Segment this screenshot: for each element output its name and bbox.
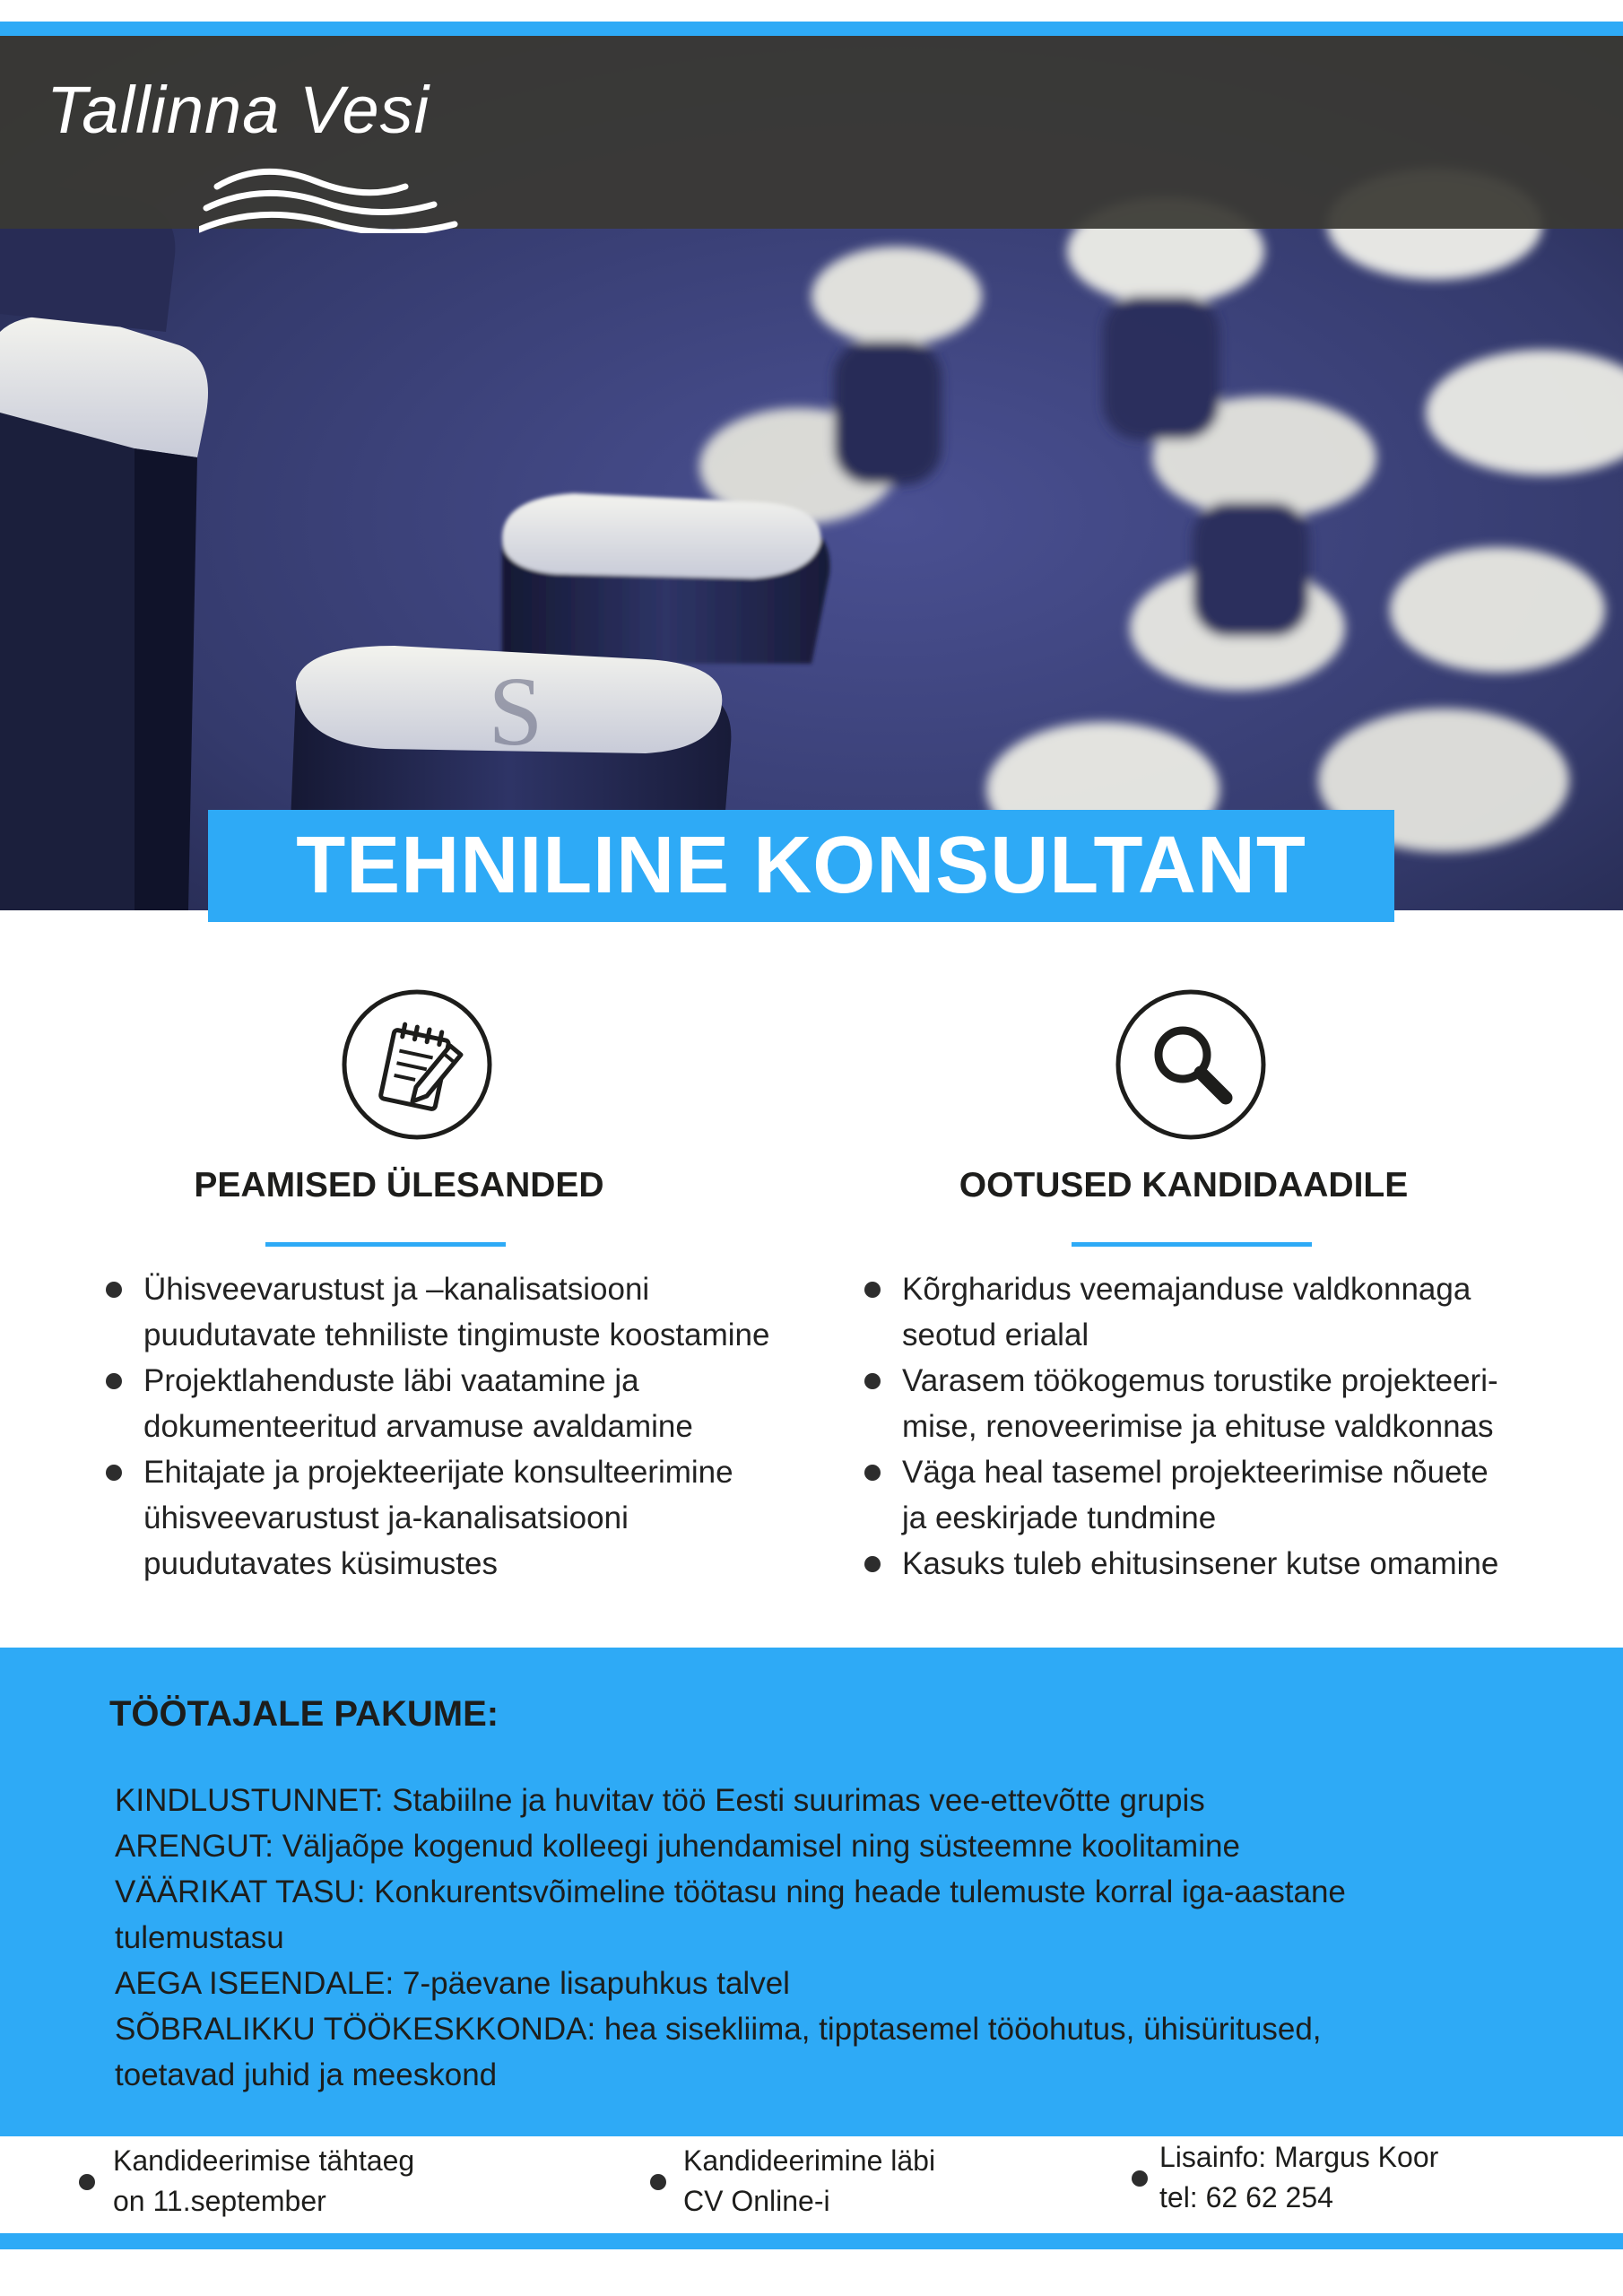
list-item-line: Kasuks tuleb ehitusinsener kutse omamine	[902, 1546, 1499, 1581]
offer-item-text: Konkurentsvõimeline töötasu ning heade tulemuste korral iga-aastane	[374, 1874, 1346, 1909]
bullet	[106, 1465, 122, 1481]
requirements-underline	[1072, 1242, 1312, 1247]
offer-box	[0, 1648, 1623, 2136]
bullet	[106, 1282, 122, 1298]
offer-item-text: tulemustasu	[115, 1920, 284, 1955]
offer-item	[115, 2006, 1496, 2098]
brand-logo	[47, 72, 468, 233]
tasks-list	[106, 1266, 823, 1587]
bullet	[864, 1465, 881, 1481]
list-item-line: ühisveevarustust ja-kanalisatsiooni	[143, 1500, 629, 1535]
footer-line: on 11.september	[113, 2185, 326, 2217]
list-item-line: dokumenteeritud arvamuse avaldamine	[143, 1409, 693, 1444]
requirements-heading: OOTUSED KANDIDAADILE	[959, 1166, 1409, 1205]
svg-text:S: S	[488, 657, 543, 766]
list-item-line: Varasem töökogemus torustike projekteeri-	[902, 1363, 1498, 1398]
footer-deadline	[113, 2141, 579, 2222]
offer-list	[115, 1778, 1496, 2098]
hero-banner	[0, 36, 1623, 910]
offer-item	[115, 1823, 1496, 1869]
footer-line: Kandideerimine läbi	[683, 2144, 936, 2177]
offer-item-key: KINDLUSTUNNET:	[115, 1783, 384, 1818]
footer-bullet	[79, 2174, 95, 2190]
offer-heading: TÖÖTAJALE PAKUME:	[109, 1694, 499, 1734]
tasks-underline	[265, 1242, 506, 1247]
list-item-line: puudutavate tehniliste tingimuste koostamine	[143, 1318, 770, 1352]
offer-item-text: 7-päevane lisapuhkus talvel	[402, 1966, 790, 2001]
list-item-line: Projektlahenduste läbi vaatamine ja	[143, 1363, 639, 1398]
list-item-line: ja eeskirjade tundmine	[902, 1500, 1217, 1535]
offer-item-text: Stabiilne ja huvitav töö Eesti suurimas vee-ettevõtte grupis	[392, 1783, 1205, 1818]
top-accent-bar	[0, 22, 1623, 36]
offer-item-text: toetavad juhid ja meeskond	[115, 2057, 498, 2092]
footer-apply	[683, 2141, 1087, 2222]
offer-item-text: Väljaõpe kogenud kolleegi juhendamisel ning süsteemne koolitamine	[282, 1829, 1240, 1864]
list-item-line: Väga heal tasemel projekteerimise nõuete	[902, 1455, 1488, 1490]
offer-item	[115, 1961, 1496, 2006]
offer-item-key: AEGA ISEENDALE:	[115, 1966, 395, 2001]
list-item-line: seotud erialal	[902, 1318, 1089, 1352]
footer-line: Lisainfo: Margus Koor	[1159, 2141, 1439, 2173]
offer-item-key: SÕBRALIKKU TÖÖKESKKONDA:	[115, 2012, 596, 2047]
list-item	[864, 1541, 1609, 1587]
footer-bullet	[650, 2174, 666, 2190]
footer-bullet	[1132, 2170, 1148, 2187]
footer-line: CV Online-i	[683, 2185, 830, 2217]
magnifier-icon	[1115, 988, 1267, 1141]
brand-name: Tallinna Vesi	[47, 73, 430, 147]
list-item	[106, 1358, 823, 1449]
list-item-line: Ehitajate ja projekteerijate konsulteerimine	[143, 1455, 733, 1490]
list-item-line: Ühisveevarustust ja –kanalisatsiooni	[143, 1272, 650, 1307]
footer-contact	[1159, 2137, 1590, 2218]
footer-line: tel: 62 62 254	[1159, 2181, 1333, 2213]
bullet	[864, 1282, 881, 1298]
list-item	[106, 1266, 823, 1358]
waves-icon	[199, 161, 459, 233]
list-item	[864, 1266, 1609, 1358]
list-item	[864, 1358, 1609, 1449]
job-title-banner	[208, 810, 1394, 922]
offer-item	[115, 1778, 1496, 1823]
job-title: TEHNILINE KONSULTANT	[296, 821, 1306, 910]
list-item-line: puudutavates küsimustes	[143, 1546, 498, 1581]
list-item	[864, 1449, 1609, 1541]
bottom-accent-bar	[0, 2233, 1623, 2249]
requirements-list	[864, 1266, 1609, 1587]
offer-item	[115, 1869, 1496, 1961]
list-item	[106, 1449, 823, 1587]
offer-item-key: ARENGUT:	[115, 1829, 273, 1864]
notepad-pen-icon	[341, 988, 493, 1141]
bullet	[864, 1556, 881, 1572]
bullet	[864, 1373, 881, 1389]
offer-item-key: VÄÄRIKAT TASU:	[115, 1874, 366, 1909]
footer-line: Kandideerimise tähtaeg	[113, 2144, 415, 2177]
list-item-line: mise, renoveerimise ja ehituse valdkonnas	[902, 1409, 1494, 1444]
list-item-line: Kõrgharidus veemajanduse valdkonnaga	[902, 1272, 1471, 1307]
tasks-heading: PEAMISED ÜLESANDED	[194, 1166, 604, 1205]
bullet	[106, 1373, 122, 1389]
offer-item-text: hea sisekliima, tipptasemel tööohutus, ühisüritused,	[603, 2012, 1322, 2047]
